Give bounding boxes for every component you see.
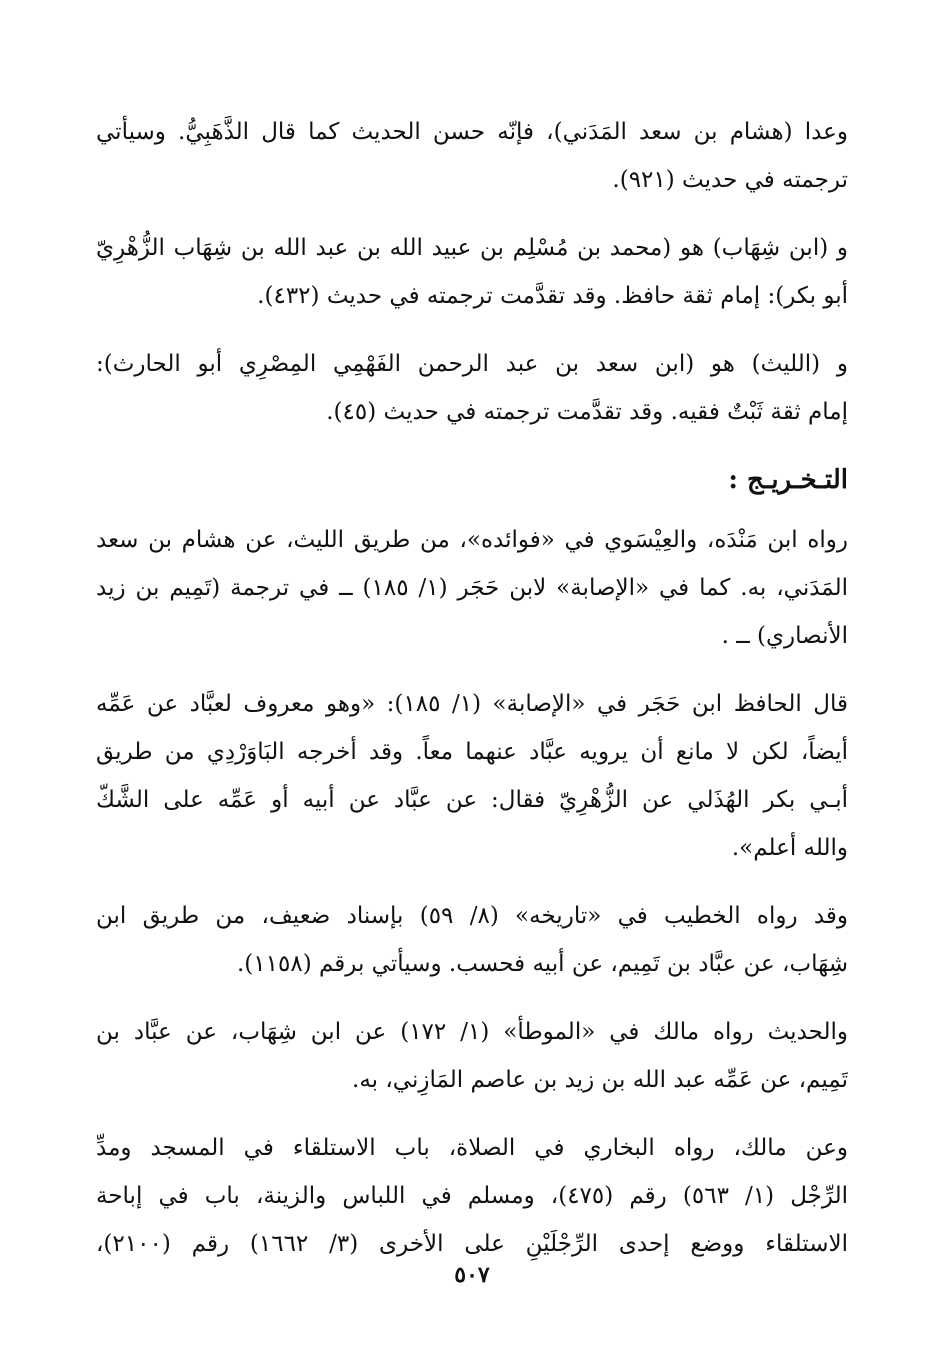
takhrij-paragraph [96, 1124, 848, 1268]
text-line: و (الليث) هو (ابن سعد بن عبد الرحمن الفَهْمِي المِصْرِي أبو الحارث): [96, 351, 848, 377]
text-line: وعدا (هشام بن سعد المَدَني)، فإنّه حسن الحديث كما قال الذَّهَبِيُّ. وسيأتي [96, 119, 848, 145]
text-line: إمام ثقة ثَبْتٌ فقيه. وقد تقدَّمت ترجمته في حديث (٤٥). [326, 399, 848, 425]
narrator-paragraph-hisham [96, 108, 848, 204]
page-body [96, 108, 848, 1288]
page-number: ٥٠٧ [454, 1262, 490, 1288]
section-heading-takhrij: التـخـريـج : [728, 465, 848, 495]
narrator-paragraph-ibn-shihab [96, 224, 848, 320]
text-line: أيضاً، لكن لا مانع أن يرويه عبَّاد عنهما معاً. وقد أخرجه البَاوَرْدِي من طريق [96, 739, 848, 765]
takhrij-paragraph [96, 680, 848, 872]
text-line: وقد رواه الخطيب في «تاريخه» (٨/ ٥٩) بإسناد ضعيف، من طريق ابن [96, 903, 848, 929]
text-line: تَمِيم، عن عَمِّه عبد الله بن زيد بن عاصم المَازِني، به. [352, 1067, 848, 1093]
takhrij-paragraph [96, 1008, 848, 1104]
text-line: أبو بكر): إمام ثقة حافظ. وقد تقدَّمت ترجمته في حديث (٤٣٢). [257, 283, 848, 309]
takhrij-paragraph [96, 892, 848, 988]
text-line: المَدَني، به. كما في «الإصابة» لابن حَجَر (١/ ١٨٥) ــ في ترجمة (تَمِيم بن زيد [96, 575, 848, 601]
text-line: والله أعلم». [731, 835, 848, 861]
takhrij-paragraph [96, 516, 848, 660]
text-line: و (ابن شِهَاب) هو (محمد بن مُسْلِم بن عبيد الله بن عبد الله بن شِهَاب الزُّهْرِيّ [96, 235, 848, 261]
text-line: قال الحافظ ابن حَجَر في «الإصابة» (١/ ١٨٥): «وهو معروف لعبَّاد عن عَمِّه [96, 691, 848, 717]
text-line: وعن مالك، رواه البخاري في الصلاة، باب الاستلقاء في المسجد ومدِّ [96, 1135, 848, 1161]
text-line: ترجمته في حديث (٩٢١). [612, 167, 848, 193]
narrator-paragraph-layth [96, 340, 848, 436]
text-line: الاستلقاء ووضع إحدى الرِّجْلَيْنِ على الأخرى (٣/ ١٦٦٢) رقم (٢١٠٠)، [96, 1231, 848, 1257]
text-line: شِهَاب، عن عبَّاد بن تَمِيم، عن أبيه فحسب. وسيأتي برقم (١١٥٨). [236, 951, 848, 977]
text-line: الأنصاري) ــ . [721, 623, 848, 649]
text-line: رواه ابن مَنْدَه، والعِيْسَوي في «فوائده»، من طريق الليث، عن هشام بن سعد [96, 527, 848, 553]
text-line: أبـي بكر الهُذَلي عن الزُّهْرِيّ فقال: عن عبَّاد عن أبيه أو عَمِّه على الشَّكّ [96, 787, 848, 813]
text-line: الرِّجْل (١/ ٥٦٣) رقم (٤٧٥)، ومسلم في اللباس والزينة، باب في إباحة [96, 1183, 848, 1209]
text-line: والحديث رواه مالك في «الموطأ» (١/ ١٧٢) عن ابن شِهَاب، عن عبَّاد بن [96, 1019, 848, 1045]
